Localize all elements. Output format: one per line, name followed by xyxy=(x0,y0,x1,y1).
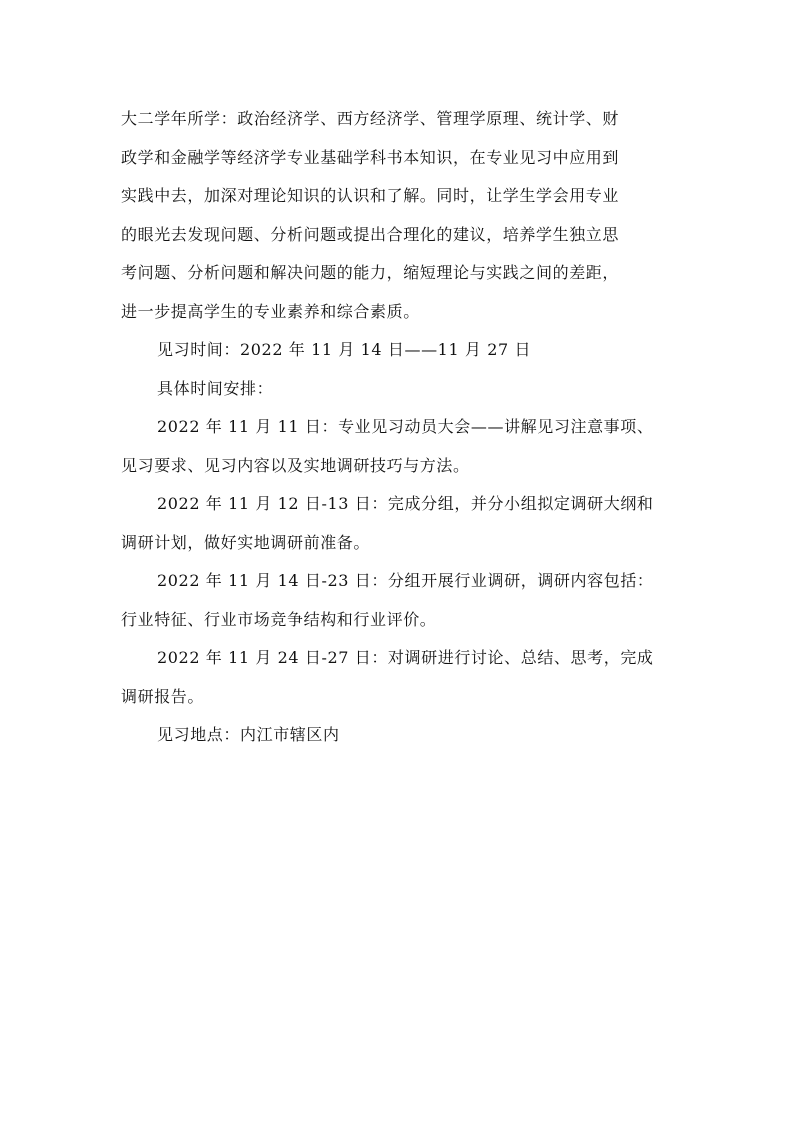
text-line: 的眼光去发现问题、分析问题或提出合理化的建议，培养学生独立思 xyxy=(121,224,620,244)
text-line: 调研计划，做好实地调研前准备。 xyxy=(121,532,371,552)
intro-paragraph xyxy=(121,100,677,331)
period-paragraph xyxy=(121,331,677,370)
text-line: 实践中去，加深对理论知识的认识和了解。同时，让学生学会用专业 xyxy=(121,186,620,205)
schedule-heading xyxy=(121,370,677,409)
text-line: 进一步提高学生的专业素养和综合素质。 xyxy=(121,301,420,321)
text-line: 见习地点：内江市辖区内 xyxy=(157,725,340,744)
document-body xyxy=(121,100,677,755)
text-line: 2022 年 11 月 11 日：专业见习动员大会——讲解见习注意事项、 xyxy=(157,417,654,436)
text-line: 2022 年 11 月 24 日-27 日：对调研进行讨论、总结、思考，完成 xyxy=(157,648,654,667)
schedule-item-1 xyxy=(121,408,677,485)
schedule-item-4 xyxy=(121,639,677,716)
text-line: 见习要求、见习内容以及实地调研技巧与方法。 xyxy=(121,455,470,475)
text-line: 2022 年 11 月 14 日-23 日：分组开展行业调研，调研内容包括： xyxy=(157,571,654,590)
text-line: 考问题、分析问题和解决问题的能力，缩短理论与实践之间的差距， xyxy=(121,263,620,282)
text-line: 行业特征、行业市场竞争结构和行业评价。 xyxy=(121,609,437,629)
text-line: 大二学年所学：政治经济学、西方经济学、管理学原理、统计学、财 xyxy=(121,109,620,128)
text-line: 见习时间：2022 年 11 月 14 日——11 月 27 日 xyxy=(157,340,532,359)
text-line: 具体时间安排： xyxy=(157,378,274,398)
text-line: 调研报告。 xyxy=(121,686,205,706)
schedule-item-3 xyxy=(121,562,677,639)
text-line: 2022 年 11 月 12 日-13 日：完成分组，并分小组拟定调研大纲和 xyxy=(157,494,654,513)
schedule-item-2 xyxy=(121,485,677,562)
text-line: 政学和金融学等经济学专业基础学科书本知识，在专业见习中应用到 xyxy=(121,147,620,167)
location-paragraph xyxy=(121,716,677,755)
